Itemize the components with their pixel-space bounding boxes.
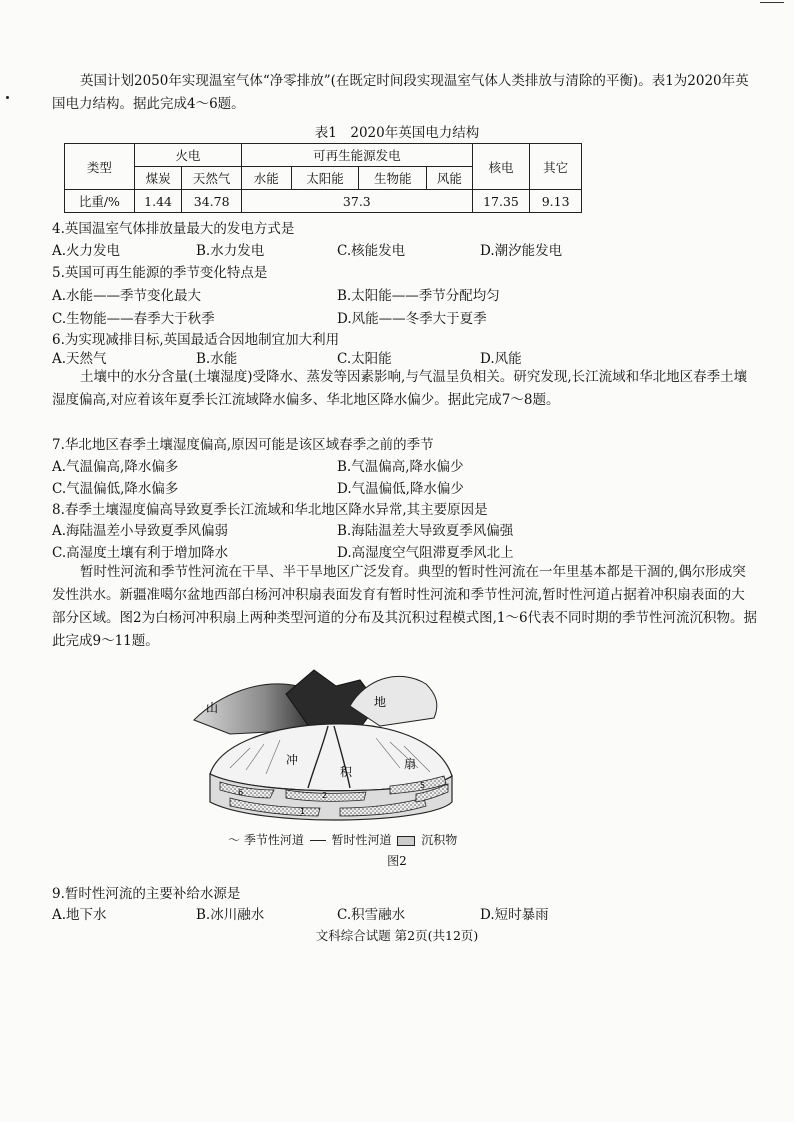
q7-option-c: C.气温偏低,降水偏多 bbox=[52, 481, 179, 497]
label-shan: 山 bbox=[206, 701, 219, 715]
wind-header: 风能 bbox=[427, 167, 473, 190]
speck bbox=[6, 96, 9, 99]
q6-option-a: A.天然气 bbox=[52, 351, 107, 367]
q4-option-c: C.核能发电 bbox=[337, 243, 406, 259]
alluvial-fan-diagram bbox=[190, 664, 480, 832]
nuclear-value: 17.35 bbox=[472, 190, 530, 213]
temporary-channel-symbol bbox=[310, 840, 326, 841]
label-di: 地 bbox=[374, 695, 387, 709]
q8-option-b: B.海陆温差大导致夏季风偏强 bbox=[337, 523, 514, 539]
power-structure-table bbox=[64, 143, 582, 213]
q9-option-a: A.地下水 bbox=[52, 907, 107, 923]
type-header: 类型 bbox=[65, 144, 135, 190]
figure-caption: 图2 bbox=[387, 854, 407, 868]
q8-option-d: D.高湿度空气阻滞夏季风北上 bbox=[337, 545, 514, 561]
q8-option-a: A.海陆温差小导致夏季风偏弱 bbox=[52, 523, 229, 539]
q7-stem: 7.华北地区春季土壤湿度偏高,原因可能是该区域春季之前的季节 bbox=[52, 437, 434, 453]
q6-option-d: D.风能 bbox=[480, 351, 522, 367]
ratio-label: 比重/% bbox=[65, 190, 135, 213]
intro-paragraph-1: 英国计划2050年实现温室气体“净零排放”(在既定时间段实现温室气体人类排放与清除的平衡)。表1为2020年英国电力结构。据此完成4～6题。 bbox=[52, 73, 749, 112]
intro-paragraph-3: 暂时性河流和季节性河流在干旱、半干旱地区广泛发育。典型的暂时性河流在一年里基本都是干涸的,偶尔形成突发性洪水。新疆准噶尔盆地西部白杨河冲积扇表面发育有暂时性河流和季节性河流,暂时性河道占据着冲积扇表面的大部分区域。图2为白杨河冲积扇上两种类型河道的分布及其沉积过程模式图,1～6代表不同时期的季节性河流沉积物。据此完成9～11题。 bbox=[52, 564, 758, 649]
bio-header: 生物能 bbox=[359, 167, 427, 190]
corner-mark bbox=[760, 2, 784, 11]
seasonal-channel-symbol: 〜 bbox=[228, 833, 241, 847]
nuclear-header: 核电 bbox=[472, 144, 530, 190]
legend-temporary: 暂时性河道 bbox=[331, 833, 392, 847]
q7-option-b: B.气温偏高,降水偏少 bbox=[337, 459, 464, 475]
table-caption: 表1 2020年英国电力结构 bbox=[314, 125, 480, 141]
other-header: 其它 bbox=[530, 144, 582, 190]
q9-option-b: B.冰川融水 bbox=[196, 907, 265, 923]
solar-header: 太阳能 bbox=[291, 167, 359, 190]
layer-label-6: 6 bbox=[238, 788, 244, 797]
renewable-value: 37.3 bbox=[242, 190, 473, 213]
layer-label-1: 1 bbox=[300, 807, 306, 816]
q4-stem: 4.英国温室气体排放量最大的发电方式是 bbox=[52, 221, 295, 237]
q5-option-c: C.生物能——春季大于秋季 bbox=[52, 311, 215, 327]
page-footer: 文科综合试题 第2页(共12页) bbox=[315, 928, 479, 943]
label-chong: 冲 bbox=[286, 753, 299, 767]
q6-option-b: B.水能 bbox=[196, 351, 238, 367]
legend-seasonal: 季节性河道 bbox=[243, 833, 304, 847]
q7-option-d: D.气温偏低,降水偏少 bbox=[337, 481, 464, 497]
q9-option-d: D.短时暴雨 bbox=[480, 907, 549, 923]
label-shan2: 扇 bbox=[404, 757, 417, 771]
renewable-header: 可再生能源发电 bbox=[242, 144, 473, 167]
q8-option-c: C.高湿度土壤有利于增加降水 bbox=[52, 545, 229, 561]
q9-stem: 9.暂时性河流的主要补给水源是 bbox=[52, 886, 241, 902]
q4-option-a: A.火力发电 bbox=[52, 243, 121, 259]
q6-option-c: C.太阳能 bbox=[337, 351, 392, 367]
q7-option-a: A.气温偏高,降水偏多 bbox=[52, 459, 179, 475]
thermal-header: 火电 bbox=[134, 144, 241, 167]
layer-label-5: 5 bbox=[420, 781, 426, 790]
q4-option-d: D.潮汐能发电 bbox=[480, 243, 563, 259]
label-ji: 积 bbox=[340, 765, 353, 779]
q5-option-b: B.太阳能——季节分配均匀 bbox=[337, 288, 500, 304]
coal-header: 煤炭 bbox=[134, 167, 182, 190]
q9-option-c: C.积雪融水 bbox=[337, 907, 406, 923]
q5-option-d: D.风能——冬季大于夏季 bbox=[337, 311, 487, 327]
layer-label-2: 2 bbox=[322, 791, 328, 800]
q5-option-a: A.水能——季节变化最大 bbox=[52, 288, 202, 304]
gas-header: 天然气 bbox=[182, 167, 242, 190]
gas-value: 34.78 bbox=[182, 190, 242, 213]
legend-sediment: 沉积物 bbox=[421, 833, 458, 847]
q8-stem: 8.春季土壤湿度偏高导致夏季长江流域和华北地区降水异常,其主要原因是 bbox=[52, 502, 488, 518]
figure-legend bbox=[228, 831, 457, 848]
coal-value: 1.44 bbox=[134, 190, 182, 213]
hydro-header: 水能 bbox=[242, 167, 292, 190]
intro-paragraph-2: 土壤中的水分含量(土壤湿度)受降水、蒸发等因素影响,与气温呈负相关。研究发现,长江流域和华北地区春季土壤湿度偏高,对应着该年夏季长江流域降水偏多、华北地区降水偏少。据此完成7～8题。 bbox=[52, 369, 748, 408]
sediment-symbol bbox=[397, 836, 415, 846]
q4-option-b: B.水力发电 bbox=[196, 243, 265, 259]
q5-stem: 5.英国可再生能源的季节变化特点是 bbox=[52, 265, 268, 281]
q6-stem: 6.为实现减排目标,英国最适合因地制宜加大利用 bbox=[52, 332, 340, 348]
other-value: 9.13 bbox=[530, 190, 582, 213]
